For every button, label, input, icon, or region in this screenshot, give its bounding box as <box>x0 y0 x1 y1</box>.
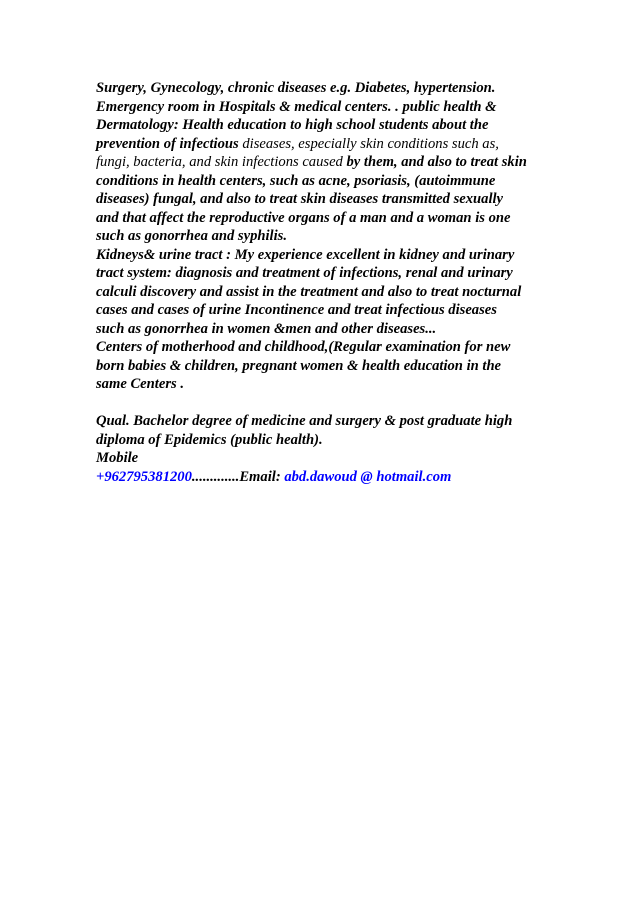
text-line: Kidneys& urine tract : My experience excellent in kidney and urinary <box>96 246 515 263</box>
text-line: such as gonorrhea in women &men and other diseases... <box>96 320 437 337</box>
mobile-label: Mobile <box>96 450 139 466</box>
email-link[interactable]: abd.dawoud @ hotmail.com <box>280 468 452 485</box>
text-line-mixed <box>96 153 556 172</box>
text-line-mixed <box>96 135 556 154</box>
text-line: and that affect the reproductive organs of a man and a woman is one <box>96 209 511 226</box>
text-line: same Centers . <box>96 376 184 392</box>
contact-line <box>96 468 556 487</box>
text-line: such as gonorrhea and syphilis. <box>96 228 287 244</box>
text-line: cases and cases of urine Incontinence and treat infectious diseases <box>96 302 497 318</box>
document-body <box>96 79 556 486</box>
phone-number[interactable]: +962795381200 <box>96 468 192 485</box>
qualification-line: diploma of Epidemics (public health). <box>96 431 323 448</box>
text-line: born babies & children, pregnant women & health education in the <box>96 357 502 374</box>
text-line: Dermatology: Health education to high school students about the <box>96 117 489 133</box>
text-line: calculi discovery and assist in the treatment and also to treat nocturnal <box>96 283 522 300</box>
text-line: diseases) fungal, and also to treat skin diseases transmitted sexually <box>96 191 504 207</box>
normal-segment: fungi, bacteria, and skin infections caused <box>96 154 343 170</box>
contact-dots: ............. <box>191 468 240 485</box>
text-line: Centers of motherhood and childhood,(Regular examination for new <box>96 339 511 355</box>
bold-segment: by them, and also to treat skin <box>342 154 527 170</box>
email-label: Email: <box>239 468 281 485</box>
qualification-line: Qual. Bachelor degree of medicine and surgery & post graduate high <box>96 413 513 429</box>
text-line: conditions in health centers, such as acne, psoriasis, (autoimmune <box>96 172 496 189</box>
paragraph-spacer <box>96 394 556 413</box>
text-line: tract system: diagnosis and treatment of infections, renal and urinary <box>96 265 513 281</box>
bold-segment: prevention of infectious <box>96 135 239 152</box>
text-line: Surgery, Gynecology, chronic diseases e.g. Diabetes, hypertension. <box>96 80 496 96</box>
normal-segment: diseases, especially skin conditions such as, <box>238 135 499 152</box>
text-line: Emergency room in Hospitals & medical centers. . public health & <box>96 98 497 115</box>
